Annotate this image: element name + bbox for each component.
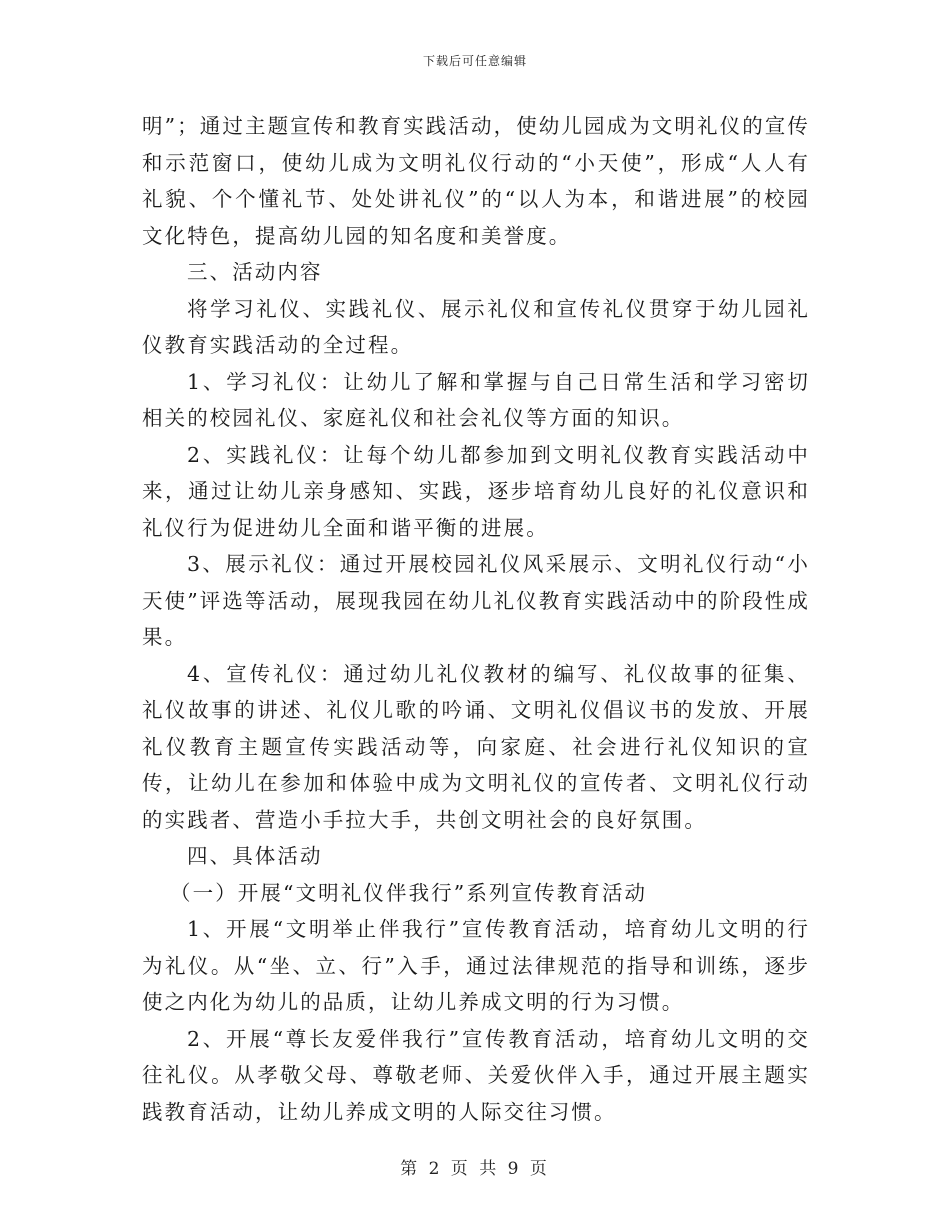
subsection-heading-series: （一）开展“文明礼仪伴我行”系列宣传教育活动 xyxy=(170,880,648,905)
document-body xyxy=(142,108,810,1130)
section-heading-activity-content: 三、活动内容 xyxy=(187,260,323,284)
page-header: 下载后可任意编辑 xyxy=(422,54,527,68)
paragraph-show-etiquette: 3、展示礼仪：通过开展校园礼仪风采展示、文明礼仪行动“小天使”评选等活动，展现我园在幼儿礼仪教育实践活动中的阶段性成果。 xyxy=(142,552,810,649)
paragraph-learn-etiquette: 1、学习礼仪：让幼儿了解和掌握与自己日常生活和学习密切相关的校园礼仪、家庭礼仪和社会礼仪等方面的知识。 xyxy=(142,369,810,430)
page-footer: 第 2 页 共 9 页 xyxy=(400,1159,550,1179)
paragraph-continuation: 明”；通过主题宣传和教育实践活动，使幼儿园成为文明礼仪的宣传和示范窗口，使幼儿成为文明礼仪行动的“小天使”，形成“人人有礼貌、个个懂礼节、处处讲礼仪”的“以人为本，和谐进展”的校园文化特色，提高幼儿园的知名度和美誉度。 xyxy=(142,114,810,248)
paragraph-behavior-etiquette: 1、开展“文明举止伴我行”宣传教育活动，培育幼儿文明的行为礼仪。从“坐、立、行”入手，通过法律规范的指导和训练，逐步使之内化为幼儿的品质，让幼儿养成文明的行为习惯。 xyxy=(142,917,810,1014)
section-heading-specific-activities: 四、具体活动 xyxy=(187,844,323,868)
paragraph-activity-intro: 将学习礼仪、实践礼仪、展示礼仪和宣传礼仪贯穿于幼儿园礼仪教育实践活动的全过程。 xyxy=(142,296,810,357)
paragraph-social-etiquette: 2、开展“尊长友爱伴我行”宣传教育活动，培育幼儿文明的交往礼仪。从孝敬父母、尊敬老师、关爱伙伴入手，通过开展主题实践教育活动，让幼儿养成文明的人际交往习惯。 xyxy=(142,1026,810,1124)
paragraph-practice-etiquette: 2、实践礼仪：让每个幼儿都参加到文明礼仪教育实践活动中来，通过让幼儿亲身感知、实践，逐步培育幼儿良好的礼仪意识和礼仪行为促进幼儿全面和谐平衡的进展。 xyxy=(142,442,810,540)
paragraph-promote-etiquette: 4、宣传礼仪：通过幼儿礼仪教材的编写、礼仪故事的征集、礼仪故事的讲述、礼仪儿歌的吟诵、文明礼仪倡议书的发放、开展礼仪教育主题宣传实践活动等，向家庭、社会进行礼仪知识的宣传，让幼儿在参加和体验中成为文明礼仪的宣传者、文明礼仪行动的实践者、营造小手拉大手，共创文明社会的良好氛围。 xyxy=(142,661,810,832)
